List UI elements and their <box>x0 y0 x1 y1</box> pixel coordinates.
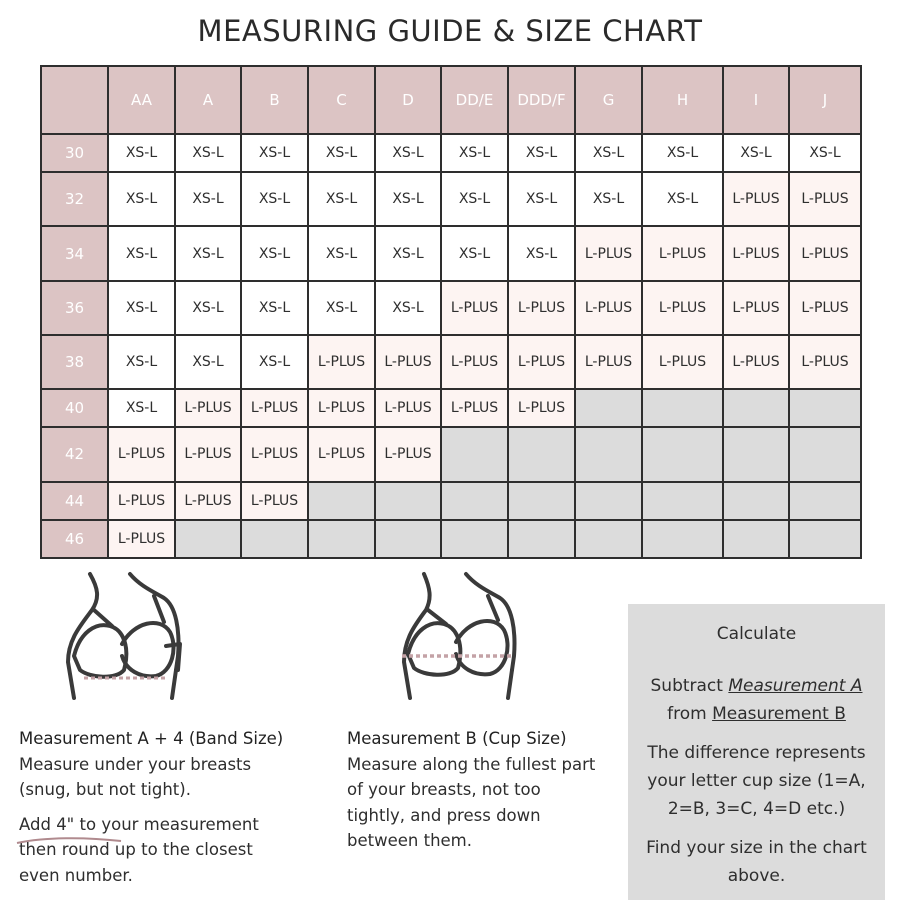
empty-size-cell <box>575 482 642 520</box>
cup-header-row <box>41 66 861 134</box>
cup-header-dd-e: DD/E <box>441 66 508 134</box>
table-row <box>41 134 861 172</box>
size-cell: XS-L <box>508 134 575 172</box>
size-cell: XS-L <box>441 172 508 226</box>
measurement-a-line2: (snug, but not tight). <box>19 780 191 799</box>
size-cell: XS-L <box>175 172 241 226</box>
empty-size-cell <box>642 389 723 427</box>
size-cell: XS-L <box>241 281 308 335</box>
size-cell: L-PLUS <box>575 281 642 335</box>
size-cell: L-PLUS <box>508 335 575 389</box>
cup-header-aa: AA <box>108 66 175 134</box>
calculate-diff-line2: your letter cup size (1=A, <box>647 771 866 791</box>
size-cell: L-PLUS <box>108 482 175 520</box>
bust-figure-icon <box>396 570 526 700</box>
measurement-a-line4: then round up to the closest <box>19 840 253 859</box>
size-cell: XS-L <box>241 226 308 280</box>
band-size-label: 36 <box>41 281 108 335</box>
empty-size-cell <box>789 482 861 520</box>
table-row <box>41 427 861 481</box>
size-cell: XS-L <box>642 134 723 172</box>
calculate-from-line: from Measurement B <box>667 704 846 724</box>
band-measure-illustration <box>60 570 190 700</box>
add-4-text: Add 4" <box>19 814 75 834</box>
measurement-b-line2: of your breasts, not too <box>347 780 541 799</box>
size-cell: XS-L <box>375 172 441 226</box>
size-cell: L-PLUS <box>723 172 789 226</box>
measurement-a-line5: even number. <box>19 865 133 885</box>
add-4-highlight <box>19 815 74 834</box>
calculate-panel <box>628 604 885 900</box>
size-cell: L-PLUS <box>575 226 642 280</box>
measurement-b-line4: between them. <box>347 831 472 850</box>
table-row <box>41 172 861 226</box>
cup-header-c: C <box>308 66 375 134</box>
size-cell: L-PLUS <box>789 281 861 335</box>
cup-header-b: B <box>241 66 308 134</box>
cup-header-d: D <box>375 66 441 134</box>
empty-size-cell <box>508 427 575 481</box>
size-cell: L-PLUS <box>575 335 642 389</box>
size-cell: XS-L <box>375 226 441 280</box>
calculate-find-line2: above. <box>727 866 786 886</box>
empty-size-cell <box>789 427 861 481</box>
cup-header-a: A <box>175 66 241 134</box>
handwritten-underline-icon <box>15 835 125 847</box>
size-cell: XS-L <box>789 134 861 172</box>
size-cell: XS-L <box>241 172 308 226</box>
size-cell: L-PLUS <box>441 335 508 389</box>
size-cell: XS-L <box>108 389 175 427</box>
band-size-label: 44 <box>41 482 108 520</box>
size-chart-table <box>40 65 862 559</box>
empty-size-cell <box>575 389 642 427</box>
size-cell: L-PLUS <box>175 427 241 481</box>
band-size-label: 40 <box>41 389 108 427</box>
size-cell: L-PLUS <box>508 281 575 335</box>
empty-size-cell <box>241 520 308 558</box>
measurement-a-add-line <box>19 812 339 838</box>
size-cell: XS-L <box>175 281 241 335</box>
empty-size-cell <box>723 427 789 481</box>
size-cell: XS-L <box>375 281 441 335</box>
calculate-title: Calculate <box>716 624 797 644</box>
size-cell: XS-L <box>723 134 789 172</box>
size-cell: L-PLUS <box>441 389 508 427</box>
measurement-b-line1: Measure along the fullest part <box>347 754 596 774</box>
size-cell: XS-L <box>441 134 508 172</box>
size-cell: XS-L <box>441 226 508 280</box>
page-title: MEASURING GUIDE & SIZE CHART <box>197 14 703 48</box>
size-cell: L-PLUS <box>723 281 789 335</box>
size-cell: XS-L <box>575 134 642 172</box>
size-cell: L-PLUS <box>241 389 308 427</box>
band-size-label: 38 <box>41 335 108 389</box>
empty-size-cell <box>723 482 789 520</box>
empty-size-cell <box>642 427 723 481</box>
size-cell: XS-L <box>308 281 375 335</box>
size-cell: XS-L <box>175 335 241 389</box>
table-row <box>41 389 861 427</box>
empty-size-cell <box>508 520 575 558</box>
size-cell: XS-L <box>108 172 175 226</box>
table-row <box>41 482 861 520</box>
size-cell: L-PLUS <box>508 389 575 427</box>
band-size-label: 30 <box>41 134 108 172</box>
size-cell: L-PLUS <box>308 389 375 427</box>
size-cell: L-PLUS <box>375 335 441 389</box>
size-cell: L-PLUS <box>375 389 441 427</box>
cup-header-h: H <box>642 66 723 134</box>
empty-size-cell <box>789 389 861 427</box>
size-cell: L-PLUS <box>441 281 508 335</box>
size-cell: L-PLUS <box>723 335 789 389</box>
table-row <box>41 226 861 280</box>
calculate-diff-line3: 2=B, 3=C, 4=D etc.) <box>667 799 846 819</box>
measurement-b-line3: tightly, and press down <box>347 805 541 825</box>
calculate-subtract-line: Subtract Measurement A <box>650 676 863 696</box>
empty-size-cell <box>441 482 508 520</box>
empty-size-cell <box>723 389 789 427</box>
band-size-label: 46 <box>41 520 108 558</box>
measurement-a-ref: Measurement A <box>728 676 863 696</box>
measurement-b-heading: Measurement B (Cup Size) <box>347 729 567 748</box>
size-cell: L-PLUS <box>723 226 789 280</box>
empty-size-cell <box>575 427 642 481</box>
size-cell: XS-L <box>308 226 375 280</box>
size-cell: XS-L <box>575 172 642 226</box>
size-cell: XS-L <box>375 134 441 172</box>
size-cell: L-PLUS <box>642 226 723 280</box>
cup-header-g: G <box>575 66 642 134</box>
empty-size-cell <box>175 520 241 558</box>
corner-cell <box>41 66 108 134</box>
size-cell: XS-L <box>508 226 575 280</box>
band-size-label: 32 <box>41 172 108 226</box>
empty-size-cell <box>375 482 441 520</box>
table-row <box>41 520 861 558</box>
empty-size-cell <box>308 520 375 558</box>
empty-size-cell <box>642 482 723 520</box>
size-cell: L-PLUS <box>175 482 241 520</box>
empty-size-cell <box>723 520 789 558</box>
size-cell: XS-L <box>241 134 308 172</box>
measurement-b-caption <box>347 726 627 854</box>
size-cell: XS-L <box>308 134 375 172</box>
measurement-a-heading: Measurement A + 4 (Band Size) <box>19 729 284 748</box>
empty-size-cell <box>441 427 508 481</box>
size-cell: L-PLUS <box>108 520 175 558</box>
size-cell: XS-L <box>108 226 175 280</box>
size-cell: L-PLUS <box>789 172 861 226</box>
size-cell: L-PLUS <box>375 427 441 481</box>
table-row <box>41 335 861 389</box>
size-cell: XS-L <box>175 134 241 172</box>
measurement-a-line1: Measure under your breasts <box>19 754 252 774</box>
add-rest-text: to your measurement <box>74 814 259 834</box>
empty-size-cell <box>441 520 508 558</box>
size-cell: XS-L <box>642 172 723 226</box>
size-cell: L-PLUS <box>108 427 175 481</box>
empty-size-cell <box>308 482 375 520</box>
size-cell: XS-L <box>241 335 308 389</box>
empty-size-cell <box>642 520 723 558</box>
table-row <box>41 281 861 335</box>
empty-size-cell <box>575 520 642 558</box>
measurement-b-ref: Measurement B <box>712 704 846 724</box>
size-cell: L-PLUS <box>642 335 723 389</box>
empty-size-cell <box>375 520 441 558</box>
bust-figure-icon <box>60 570 190 700</box>
size-cell: XS-L <box>108 335 175 389</box>
band-size-label: 34 <box>41 226 108 280</box>
size-cell: L-PLUS <box>789 226 861 280</box>
empty-size-cell <box>508 482 575 520</box>
empty-size-cell <box>789 520 861 558</box>
size-cell: L-PLUS <box>308 335 375 389</box>
cup-header-i: I <box>723 66 789 134</box>
size-cell: XS-L <box>308 172 375 226</box>
size-cell: L-PLUS <box>175 389 241 427</box>
size-cell: L-PLUS <box>642 281 723 335</box>
size-cell: XS-L <box>508 172 575 226</box>
size-cell: L-PLUS <box>241 482 308 520</box>
measurement-a-caption <box>19 726 339 888</box>
size-cell: XS-L <box>108 281 175 335</box>
size-cell: XS-L <box>175 226 241 280</box>
size-cell: L-PLUS <box>789 335 861 389</box>
cup-header-j: J <box>789 66 861 134</box>
calculate-find-line1: Find your size in the chart <box>646 838 867 858</box>
size-cell: L-PLUS <box>308 427 375 481</box>
calculate-diff-line1: The difference represents <box>647 743 866 763</box>
cup-header-ddd-f: DDD/F <box>508 66 575 134</box>
size-cell: L-PLUS <box>241 427 308 481</box>
size-cell: XS-L <box>108 134 175 172</box>
cup-measure-illustration <box>396 570 526 700</box>
band-size-label: 42 <box>41 427 108 481</box>
